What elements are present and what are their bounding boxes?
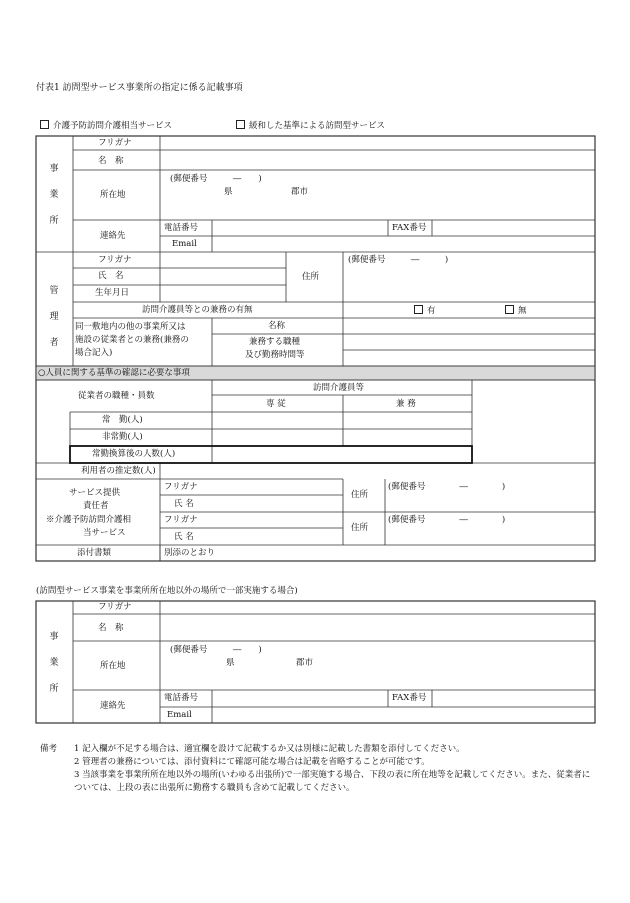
- office-city: 郡市: [291, 187, 309, 197]
- branch-furigana-label: フリガナ: [98, 602, 132, 612]
- office-email-label: Email: [172, 239, 197, 249]
- office-side-label: 事 業 所: [49, 164, 59, 226]
- checkbox-icon[interactable]: [505, 305, 514, 314]
- office-tel-label: 電話番号: [164, 223, 199, 233]
- row-fulltime: 常 勤(人): [102, 415, 143, 425]
- concurrent-label: 訪問介護員等との兼務の有無: [142, 305, 253, 315]
- manager-side-label: 管 理 者: [49, 286, 59, 348]
- note-1: 1 記入欄が不足する場合は、適宜欄を設けて記載するか又は別様に記載した書類を添付してください。: [74, 744, 465, 754]
- branch-pref: 県: [226, 658, 235, 668]
- sp-postal-1: (郵便番号 ― ): [388, 482, 506, 492]
- sp-label-3: ※介護予防訪問介護相: [46, 515, 132, 525]
- sp-address-label-1: 住所: [351, 490, 369, 500]
- branch-title: (訪問型サービス事業を事業所所在地以外の場所で一部実施する場合): [36, 586, 298, 596]
- no-label: 無: [518, 306, 527, 316]
- notes-heading: 備考: [40, 744, 58, 754]
- branch-side-label: 事 業 所: [49, 632, 59, 694]
- manager-birth-label: 生年月日: [95, 288, 130, 298]
- sp-furigana-2: フリガナ: [164, 515, 198, 525]
- other-office-label-2: 施設の従業者との兼務(兼務の: [75, 335, 189, 345]
- other-office-job-label-1: 兼務する職種: [249, 337, 301, 347]
- sp-label-2: 責任者: [83, 501, 109, 511]
- yes-label: 有: [427, 306, 436, 316]
- office-fax-label: FAX番号: [392, 223, 427, 233]
- sp-label-1: サービス提供: [69, 488, 121, 498]
- sp-address-label-2: 住所: [351, 523, 369, 533]
- staff-section-title: ○人員に関する基準の確認に必要な事項: [38, 368, 190, 378]
- office-pref: 県: [224, 187, 233, 197]
- row-parttime: 非常勤(人): [102, 432, 143, 442]
- attachments-label: 添付書類: [77, 548, 112, 558]
- office-name-label: 名 称: [98, 156, 124, 166]
- sp-postal-2: (郵便番号 ― ): [388, 515, 506, 525]
- branch-name-label: 名 称: [98, 623, 124, 633]
- sp-label-4: 当サービス: [83, 528, 126, 538]
- staff-col-concurrent: 兼 務: [396, 399, 416, 409]
- manager-address-label: 住所: [302, 272, 320, 282]
- option-label: 介護予防訪問介護相当サービス: [53, 121, 173, 131]
- document-title: 付表1 訪問型サービス事業所の指定に係る記載事項: [36, 83, 243, 93]
- sp-furigana-1: フリガナ: [164, 482, 198, 492]
- branch-contact-label: 連絡先: [100, 701, 126, 711]
- other-office-label-1: 同一敷地内の他の事業所又は: [75, 322, 186, 332]
- sp-name-2: 氏 名: [174, 532, 194, 542]
- option-label: 緩和した基準による訪問型サービス: [249, 121, 386, 131]
- row-converted: 常勤換算後の人数(人): [92, 449, 176, 459]
- branch-email-label: Email: [167, 710, 192, 720]
- staff-header: 従業者の職種・員数: [78, 391, 155, 401]
- manager-name-label: 氏 名: [98, 271, 124, 281]
- office-contact-label: 連絡先: [100, 231, 126, 241]
- staff-col-group: 訪問介護員等: [313, 383, 365, 393]
- checkbox-icon[interactable]: [414, 305, 423, 314]
- note-2: 2 管理者の兼務については、添付資料にて確認可能な場合は記載を省略することが可能です。: [74, 757, 430, 767]
- office-address-label: 所在地: [100, 190, 126, 200]
- note-3: 3 当該事業を事業所所在地以外の場所(いわゆる出張所)で一部実施する場合、下段の表に所在地等を記載してください。また、従業者については、上段の表に出張所に勤務する職員も含めて記載してください。: [74, 770, 591, 793]
- branch-postal: (郵便番号 ― ): [170, 645, 262, 655]
- users-estimate-label: 利用者の推定数(人): [81, 466, 156, 476]
- concurrent-yes[interactable]: [414, 305, 436, 317]
- attachments-value: 別添のとおり: [164, 548, 216, 558]
- office-furigana-label: フリガナ: [98, 138, 132, 148]
- branch-fax-label: FAX番号: [392, 693, 427, 703]
- branch-address-label: 所在地: [100, 661, 126, 671]
- manager-furigana-label: フリガナ: [98, 255, 132, 265]
- staff-col-fulltime: 専 従: [266, 399, 286, 409]
- branch-tel-label: 電話番号: [164, 693, 199, 703]
- manager-postal: (郵便番号 ― ): [348, 255, 449, 265]
- sp-name-1: 氏 名: [174, 499, 194, 509]
- other-office-job-label-2: 及び勤務時間等: [245, 350, 305, 360]
- other-office-name-label: 名称: [268, 321, 286, 331]
- office-postal: (郵便番号 ― ): [170, 174, 262, 184]
- other-office-label-3: 場合記入): [75, 348, 113, 358]
- concurrent-no[interactable]: [505, 305, 527, 317]
- branch-city: 郡市: [296, 658, 314, 668]
